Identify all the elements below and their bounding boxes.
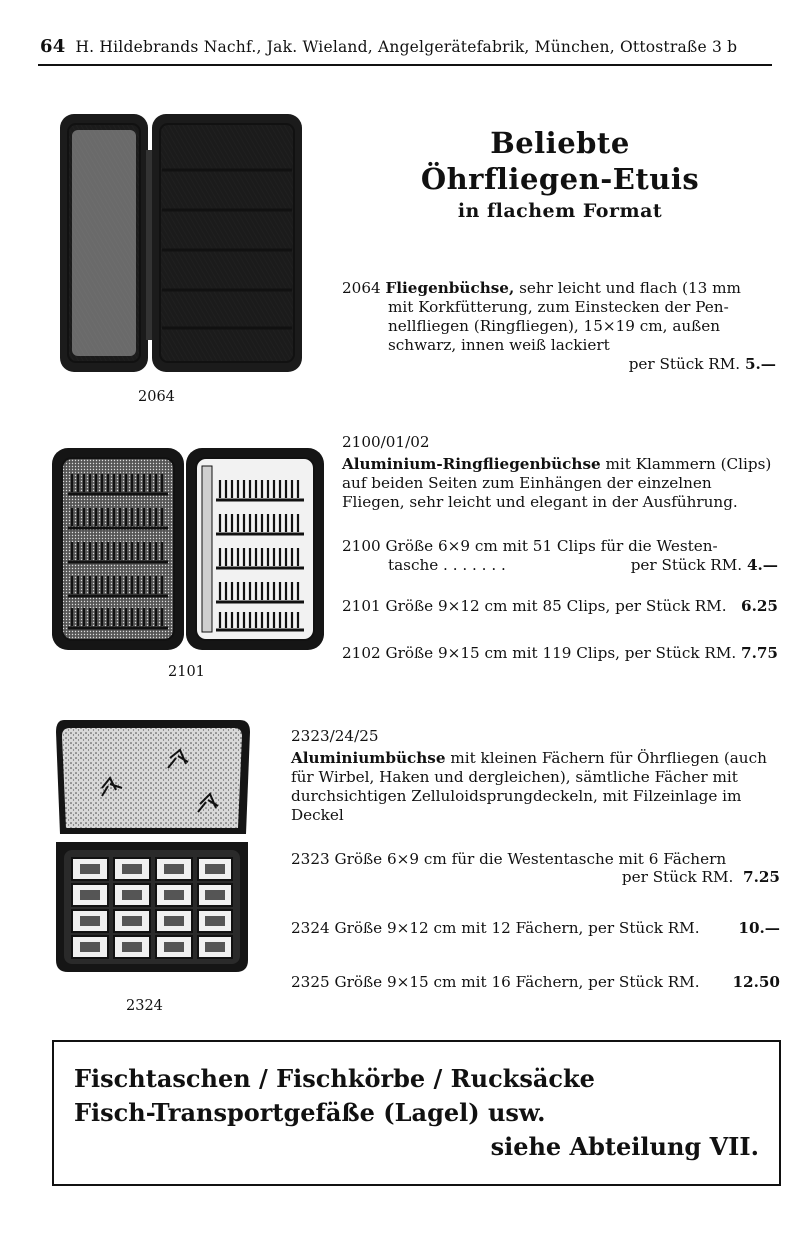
price-value: 5.— xyxy=(744,355,776,373)
variant-text: tasche . . . . . . . xyxy=(388,556,506,574)
headline-line-3: in flachem Format xyxy=(457,200,663,222)
desc-line: für Wirbel, Haken und dergleichen), sämtliche Fächer mit xyxy=(291,768,738,786)
price-label: per Stück RM. xyxy=(630,556,743,574)
price-line xyxy=(629,355,776,374)
company-line: H. Hildebrands Nachf., Jak. Wieland, Angelgerätefabrik, München, Ottostraße 3 b xyxy=(75,38,738,56)
item-2064-description xyxy=(342,279,776,374)
variant-2102 xyxy=(342,644,778,663)
item-2323-description xyxy=(291,727,780,825)
variant-2100-line-1: 2100 Größe 6×9 cm mit 51 Clips für die Westen- xyxy=(342,537,718,555)
desc-line: mit Korkfütterung, zum Einstecken der Pen- xyxy=(388,298,729,316)
desc-line: Fliegen, sehr leicht und elegant in der Ausführung. xyxy=(342,493,738,511)
desc-line: auf beiden Seiten zum Einhängen der einzelnen xyxy=(342,474,712,492)
item-name: Aluminiumbüchse xyxy=(291,749,446,767)
figure-caption-2064: 2064 xyxy=(138,389,175,405)
variant-2100-line-2 xyxy=(342,556,778,575)
price-value: 12.50 xyxy=(732,973,780,991)
compartment-fly-box-icon xyxy=(50,716,254,978)
price-label: per Stück RM. xyxy=(628,355,741,373)
desc-line: mit Klammern (Clips) xyxy=(600,455,772,473)
price-value: 6.25 xyxy=(741,597,778,615)
desc-line: nellfliegen (Ringfliegen), 15×19 cm, außen xyxy=(388,317,721,335)
price-line xyxy=(631,556,778,575)
headline-line-2: Öhrfliegen-Etuis xyxy=(420,162,700,196)
page-header xyxy=(40,36,737,57)
variant-2325 xyxy=(291,973,780,992)
variant-2323-line-2 xyxy=(291,868,780,887)
open-flat-fly-box-icon xyxy=(58,110,304,376)
desc-line: mit kleinen Fächern für Öhrfliegen (auch xyxy=(445,749,767,767)
page-number: 64 xyxy=(40,36,66,57)
headline-line-1: Beliebte xyxy=(490,126,630,160)
figure-caption-2101: 2101 xyxy=(168,664,205,680)
box-line-1: Fischtaschen / Fischkörbe / Rucksäcke xyxy=(74,1064,595,1093)
variant-2323-line-1: 2323 Größe 6×9 cm für die Westentasche mit 6 Fächern xyxy=(291,850,727,868)
box-line-3: siehe Abteilung VII. xyxy=(490,1132,759,1161)
item-number: 2064 xyxy=(342,279,381,297)
variant-text: 2325 Größe 9×15 cm mit 16 Fächern, per Stück RM. xyxy=(291,973,700,991)
open-clip-fly-box-icon xyxy=(50,444,326,654)
variant-text: 2324 Größe 9×12 cm mit 12 Fächern, per Stück RM. xyxy=(291,919,700,937)
price-value: 7.25 xyxy=(743,868,780,886)
item-name: Fliegenbüchse, xyxy=(385,279,515,297)
item-name: Aluminium-Ringfliegenbüchse xyxy=(342,455,601,473)
item-2100-description xyxy=(342,433,778,512)
variant-2324 xyxy=(291,919,780,938)
variant-text: 2102 Größe 9×15 cm mit 119 Clips, per Stück RM. xyxy=(342,644,737,662)
desc-line: Deckel xyxy=(291,806,344,824)
price-line xyxy=(622,868,780,887)
item-numbers: 2100/01/02 xyxy=(342,433,430,451)
header-rule xyxy=(38,64,772,66)
price-value: 4.— xyxy=(746,556,778,574)
price-value: 10.— xyxy=(738,919,780,937)
variant-2101 xyxy=(342,597,778,616)
variant-text: 2101 Größe 9×12 cm mit 85 Clips, per Stück RM. xyxy=(342,597,727,615)
desc-line: durchsichtigen Zelluloidsprungdeckeln, mit Filzeinlage im xyxy=(291,787,742,805)
desc-line: schwarz, innen weiß lackiert xyxy=(388,336,610,354)
desc-line: sehr leicht und flach (13 mm xyxy=(514,279,741,297)
cross-reference-box xyxy=(52,1040,781,1186)
item-numbers: 2323/24/25 xyxy=(291,727,379,745)
price-label: per Stück RM. xyxy=(621,868,734,886)
box-line-2: Fisch-Transportgefäße (Lagel) usw. xyxy=(74,1098,546,1127)
figure-caption-2324: 2324 xyxy=(126,998,163,1014)
price-value: 7.75 xyxy=(741,644,778,662)
